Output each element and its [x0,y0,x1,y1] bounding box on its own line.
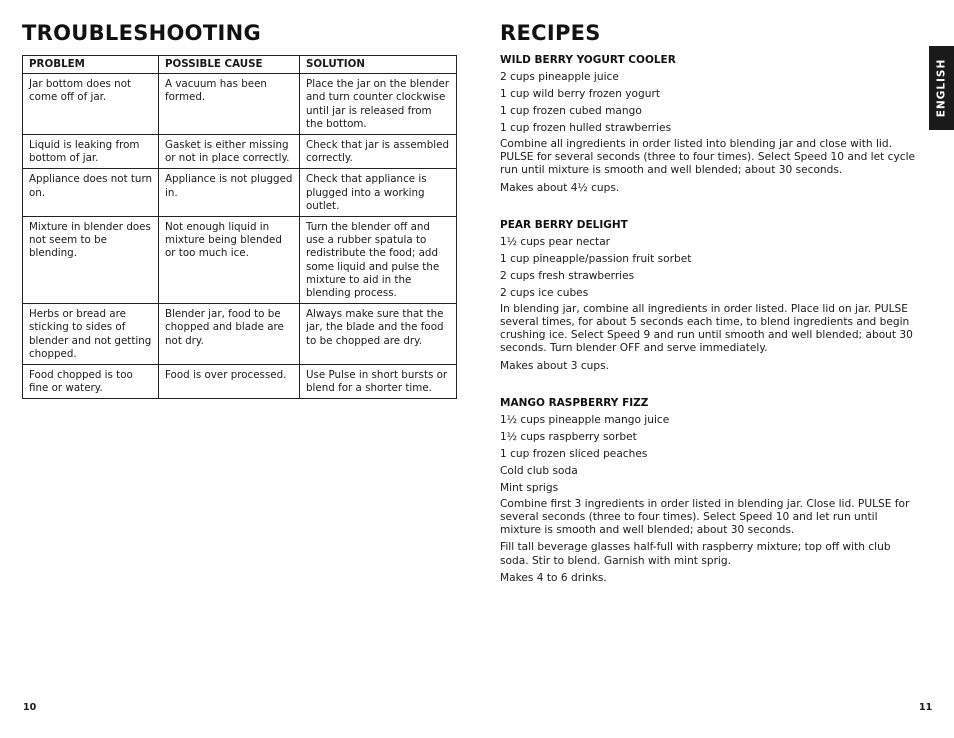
yield: Makes about 4½ cups. [500,181,620,194]
ingredient: 2 cups fresh strawberries [500,269,635,282]
problem-cell: Appliance does not turn on. [23,169,159,217]
ingredient: 1 cup wild berry frozen yogurt [500,88,660,100]
table-row [23,304,457,365]
table-row [23,365,457,399]
direction: In blending jar, combine all ingredients in order listed. Place lid on jar. PULSE several times, for about 5 seconds each time, to blend ingredients and begin crushing ice. Select Speed 9 and run until smooth and well blended; about 30 seconds. Turn blender OFF and serve immediately. [500,302,913,355]
ingredient: 1 cup pineapple/passion fruit sorbet [500,252,692,265]
direction: Fill tall beverage glasses half-full with raspberry mixture; top off with club soda. Stir to blend. Garnish with mint sprig. [500,541,891,567]
recipe-title: PEAR BERRY DELIGHT [500,218,628,231]
solution-cell: Check that appliance is plugged into a working outlet. [300,169,457,217]
right-page [500,20,920,589]
solution-cell: Turn the blender off and use a rubber spatula to redistribute the food; add some liquid and pulse the mixture to aid in the blending process. [300,217,457,304]
cause-cell: Appliance is not plugged in. [159,169,300,217]
problem-cell: Liquid is leaking from bottom of jar. [23,135,159,169]
ingredient: 1 cup frozen cubed mango [500,105,642,117]
language-tab [929,46,954,130]
table-row [23,135,457,169]
problem-cell: Herbs or bread are sticking to sides of blender and not getting chopped. [23,304,159,365]
cause-cell: Not enough liquid in mixture being blended or too much ice. [159,217,300,304]
recipe-title: MANGO RASPBERRY FIZZ [500,396,649,409]
ingredient: 2 cups pineapple juice [500,71,619,83]
ingredient: 1 cup frozen hulled strawberries [500,122,672,134]
table-row [23,169,457,217]
ingredient: 1 cup frozen sliced peaches [500,447,648,460]
recipe-mango-raspberry-fizz [500,397,920,585]
solution-cell: Always make sure that the jar, the blade and the food to be chopped are dry. [300,304,457,365]
direction: Combine all ingredients in order listed into blending jar and close with lid. PULSE for several seconds (three to four times). Select Speed 10 and let cycle run until mixture is smooth and well blended; about 30 seconds. [500,138,916,177]
cause-cell: Food is over processed. [159,365,300,399]
solution-cell: Place the jar on the blender and turn counter clockwise until jar is released from the bottom. [300,74,457,135]
direction: Combine first 3 ingredients in order listed in blending jar. Close lid. PULSE for several seconds (three to four times). Select Speed 10 and let run until mixture is smooth and well blended; about 30 seconds. [500,497,910,537]
ingredient: 1½ cups raspberry sorbet [500,430,637,443]
language-tab-label: ENGLISH [935,58,948,118]
ingredient: 2 cups ice cubes [500,286,589,299]
table-row [23,217,457,304]
page-number-left: 10 [23,702,37,713]
cause-cell: A vacuum has been formed. [159,74,300,135]
header-possible-cause: POSSIBLE CAUSE [159,56,300,74]
ingredient: 1½ cups pear nectar [500,235,611,248]
recipe-pear-berry-delight [500,219,920,373]
yield: Makes about 3 cups. [500,359,609,372]
table-row [23,74,457,135]
recipe-wild-berry-yogurt-cooler [500,54,920,195]
cause-cell: Gasket is either missing or not in place correctly. [159,135,300,169]
ingredient: Mint sprigs [500,481,559,494]
header-problem: PROBLEM [23,56,159,74]
problem-cell: Jar bottom does not come off of jar. [23,74,159,135]
problem-cell: Mixture in blender does not seem to be blending. [23,217,159,304]
solution-cell: Check that jar is assembled correctly. [300,135,457,169]
solution-cell: Use Pulse in short bursts or blend for a shorter time. [300,365,457,399]
table-header-row [23,56,457,74]
recipe-title: WILD BERRY YOGURT COOLER [500,54,676,66]
page-number-right: 11 [919,702,933,713]
yield: Makes 4 to 6 drinks. [500,571,607,584]
troubleshooting-title: TROUBLESHOOTING [22,21,261,45]
header-solution: SOLUTION [300,56,457,74]
problem-cell: Food chopped is too fine or watery. [23,365,159,399]
left-page [22,20,456,399]
cause-cell: Blender jar, food to be chopped and blade are not dry. [159,304,300,365]
ingredient: Cold club soda [500,464,578,477]
ingredient: 1½ cups pineapple mango juice [500,413,670,426]
recipes-title: RECIPES [500,21,601,45]
troubleshooting-table [22,55,457,399]
